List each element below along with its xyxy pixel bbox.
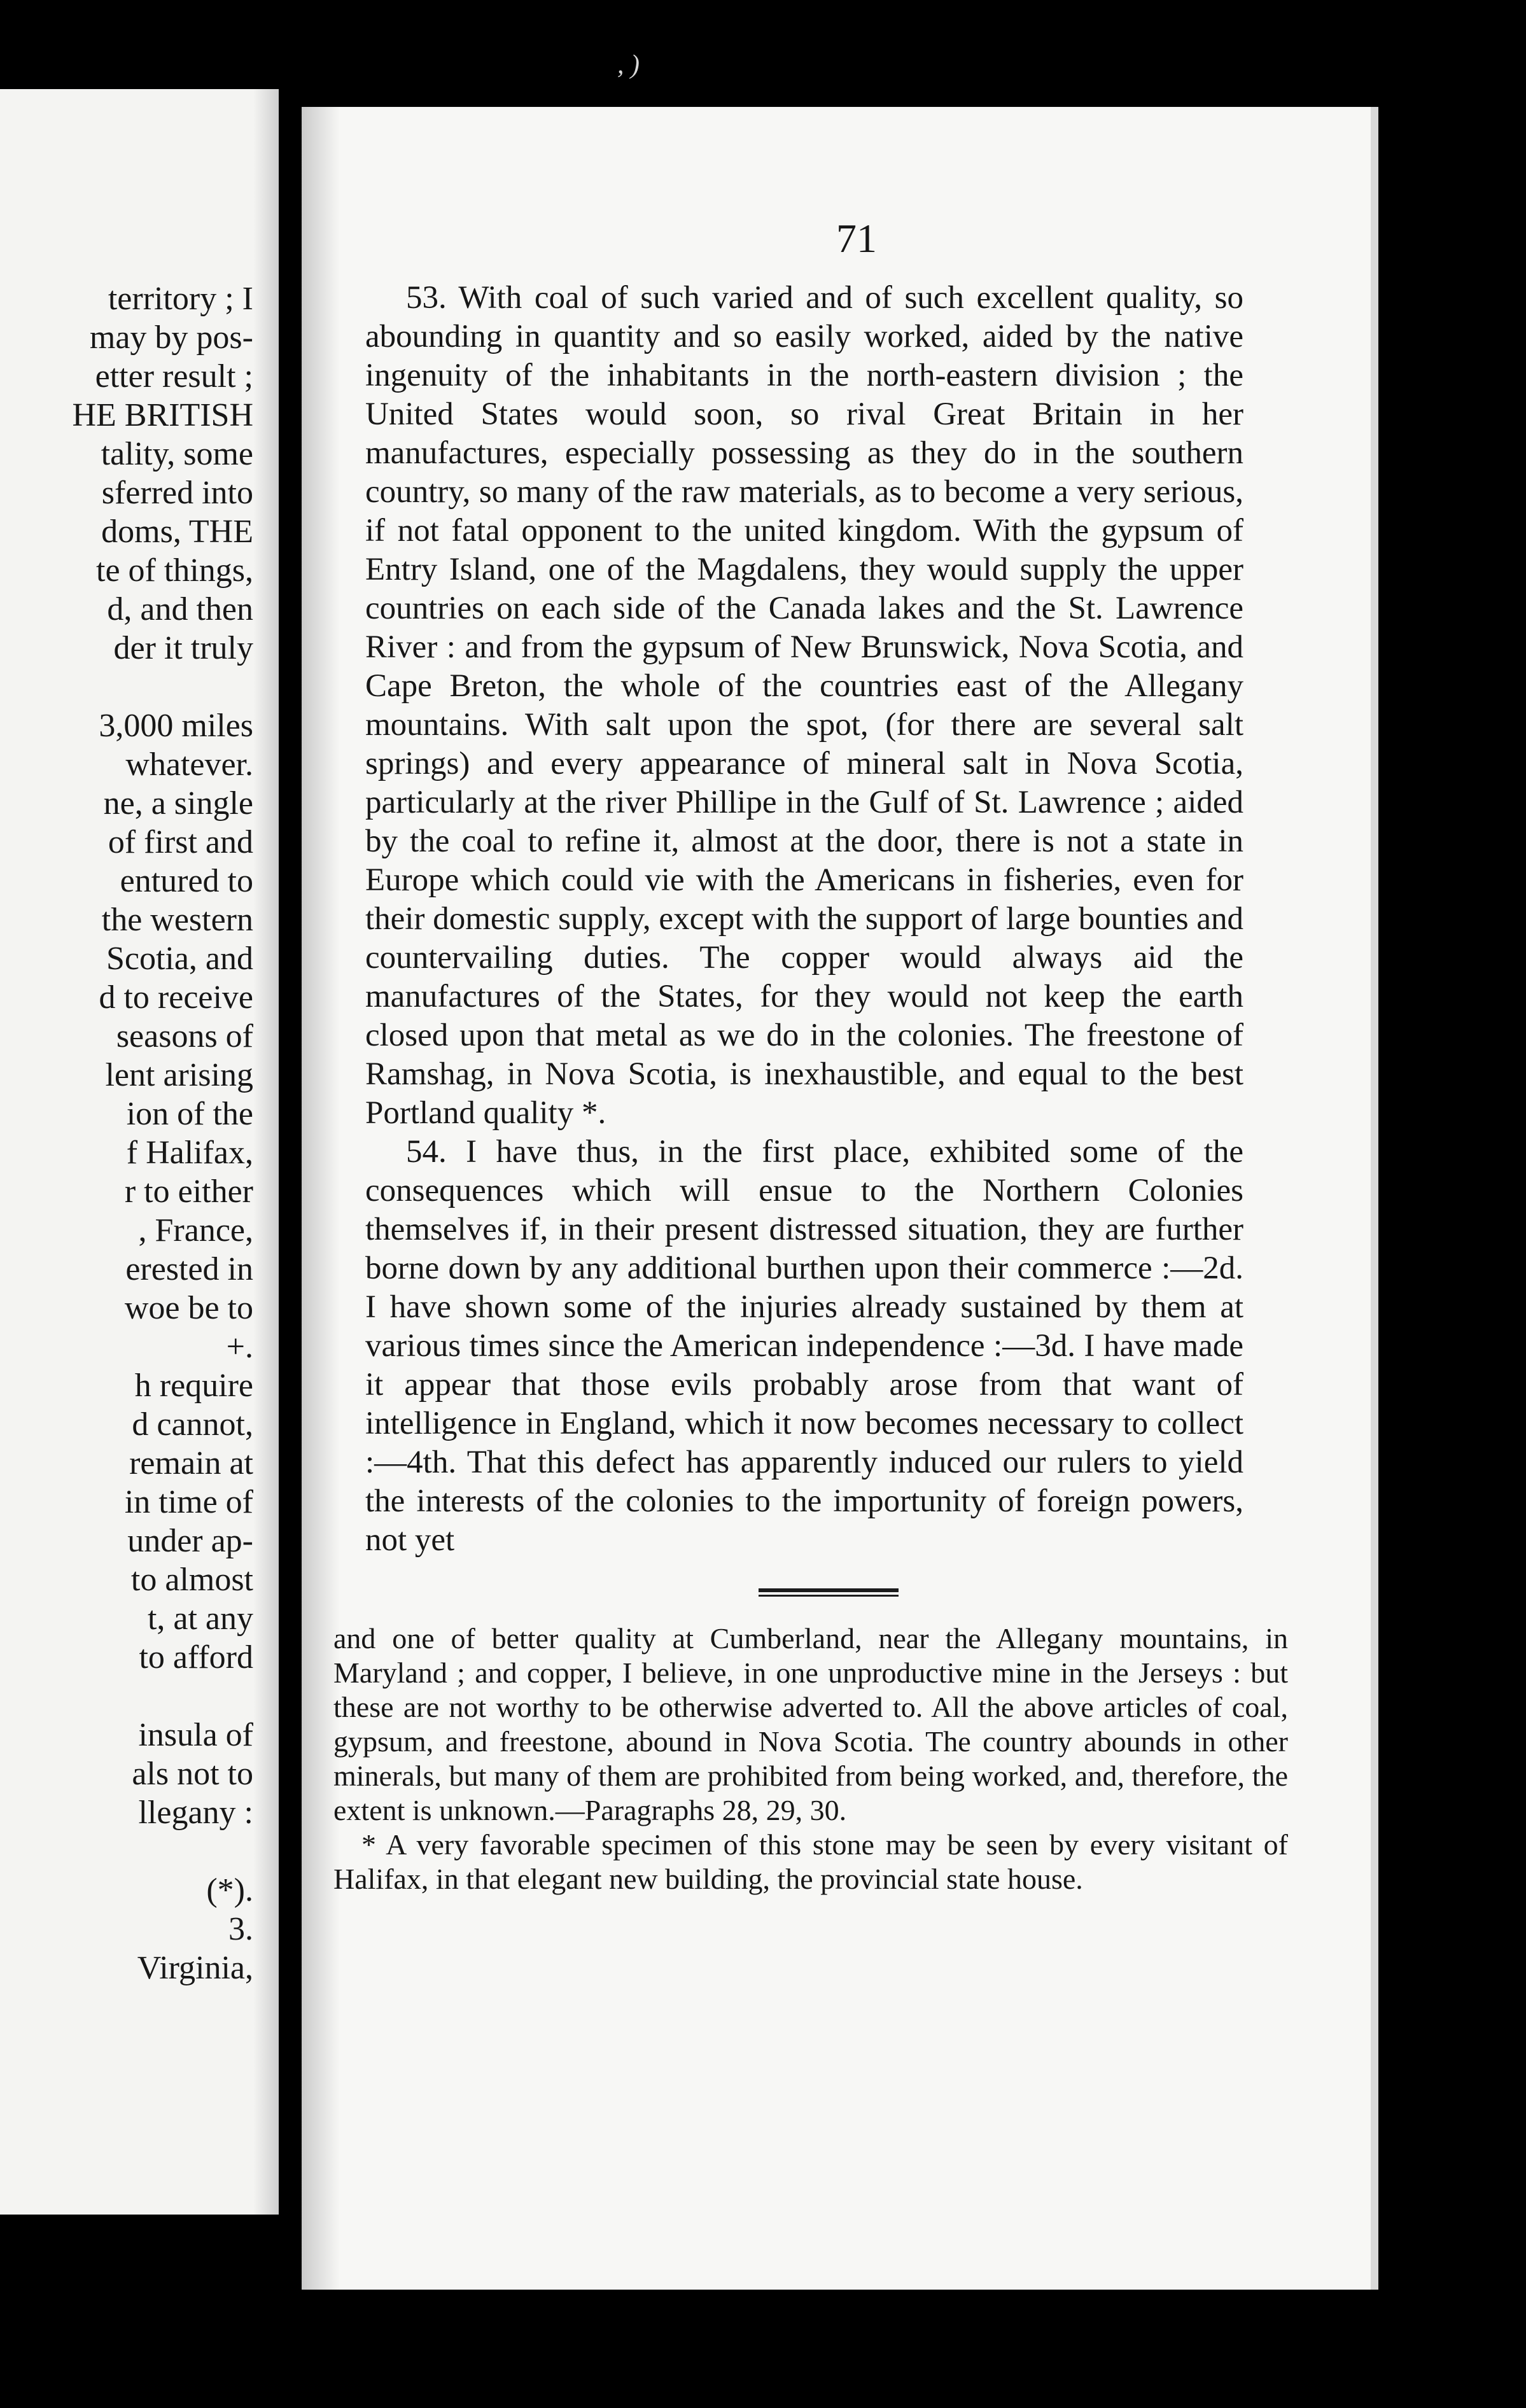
left-page-line: d, and then bbox=[107, 591, 253, 627]
left-page-line: ion of the bbox=[126, 1096, 253, 1132]
right-page-gutter-shadow bbox=[302, 107, 340, 2290]
left-page-line: to afford bbox=[139, 1639, 253, 1676]
left-page-line: 3,000 miles bbox=[99, 708, 253, 744]
left-page-line: te of things, bbox=[96, 552, 253, 589]
paragraph-54: 54. I have thus, in the first place, exhibited some of the consequences which will ensue to the Northern Colonies themselves if, in their present distressed situation, they are further borne down by any additional burthen upon their commerce :—2d. I have shown some of the injuries already sustained by them at various times since the American independence :—3d. I have made it appear that those evils probably arose from that want of intelligence in England, which it now becomes necessary to collect :—4th. That this defect has apparently induced our rulers to yield the interests of the colonies to the importunity of foreign powers, not yet bbox=[365, 1134, 1243, 1558]
left-page-line: insula of bbox=[138, 1717, 253, 1753]
separator-thick-line bbox=[759, 1588, 899, 1592]
left-page-line: , France, bbox=[138, 1212, 253, 1249]
left-page-line: seasons of bbox=[116, 1018, 253, 1054]
right-page-edge bbox=[1371, 107, 1378, 2290]
left-page-line: lent arising bbox=[105, 1057, 253, 1093]
left-page-line: under ap- bbox=[127, 1523, 253, 1559]
paragraph-53: 53. With coal of such varied and of such excellent quality, so abounding in quantity and so easily worked, aided by the native ingenuity of the inhabitants in the north-eastern division ; the United States would soon, so rival Great Britain in her manufactures, especially possessing as they do in the southern country, so many of the raw materials, as to become a very serious, if not fatal opponent to the united kingdom. With the gypsum of Entry Island, one of the Magdalens, they would supply the upper countries on each side of the Canada lakes and the St. Lawrence River : and from the gypsum of New Brunswick, Nova Scotia, and Cape Breton, the whole of the countries east of the Allegany mountains. With salt upon the spot, (for there are several salt springs) and every appearance of mineral salt in Nova Scotia, particularly at the river Phillipe in the Gulf of St. Lawrence ; aided by the coal to refine it, almost at the door, there is not a state in Europe which could vie with the Americans in fisheries, even for their domestic supply, except with the support of large bounties and countervailing duties. The copper would always aid the manufactures of the States, for they would not keep the earth closed upon that metal as we do in the colonies. The freestone of Ramshag, in Nova Scotia, is inexhaustible, and equal to the best Portland quality *. bbox=[365, 280, 1243, 1131]
left-page-line: whatever. bbox=[125, 746, 253, 783]
left-page-line: t, at any bbox=[147, 1600, 253, 1637]
left-page-line: ne, a single bbox=[103, 785, 253, 822]
left-page-line: d to receive bbox=[99, 979, 253, 1016]
left-page-line: der it truly bbox=[113, 630, 253, 666]
separator-thin-line bbox=[759, 1595, 899, 1597]
left-page-line: in time of bbox=[124, 1484, 253, 1520]
footnote-separator-rule bbox=[759, 1588, 899, 1597]
left-page-line: als not to bbox=[132, 1756, 253, 1792]
left-page-line: etter result ; bbox=[95, 358, 253, 395]
left-page-line: f Halifax, bbox=[126, 1135, 253, 1171]
left-page-line: remain at bbox=[129, 1445, 253, 1481]
main-text-body bbox=[365, 279, 1243, 1560]
left-page-line: of first and bbox=[108, 824, 253, 860]
left-page-line: d cannot, bbox=[132, 1406, 253, 1443]
left-page-line: h require bbox=[134, 1368, 253, 1404]
left-page-line: the western bbox=[101, 902, 253, 938]
left-page-line: territory ; I bbox=[108, 281, 253, 317]
left-page-line: sferred into bbox=[101, 475, 253, 511]
footnote-continued: and one of better quality at Cumberland, near the Allegany mountains, in Maryland ; and copper, I believe, in one unproductive mine in the Jerseys : but these are not worthy to be otherwise adverted to. All the above articles of coal, gypsum, and freestone, abound in Nova Scotia. The country abounds in other minerals, but many of them are prohibited from being worked, and, therefore, the extent is unknown.—Paragraphs 28, 29, 30. bbox=[333, 1622, 1288, 1826]
left-page-gutter-shadow bbox=[253, 89, 279, 2215]
left-page-line: Virginia, bbox=[137, 1950, 253, 1986]
left-page-line: Scotia, and bbox=[106, 941, 253, 977]
page-number: 71 bbox=[836, 216, 877, 261]
left-page-line: +. bbox=[226, 1329, 253, 1365]
left-page-line: woe be to bbox=[124, 1290, 253, 1326]
left-page-line: may by pos- bbox=[89, 319, 253, 356]
left-page-line: to almost bbox=[130, 1562, 253, 1598]
right-page bbox=[302, 107, 1371, 2290]
left-page-line: doms, THE bbox=[101, 514, 253, 550]
left-page-line: tality, some bbox=[101, 436, 253, 472]
footnote-asterisk: * A very favorable specimen of this stone may be seen by every visitant of Halifax, in that elegant new building, the provincial state house. bbox=[333, 1828, 1288, 1895]
left-page bbox=[0, 89, 279, 2215]
footnotes-block bbox=[333, 1621, 1288, 1896]
left-page-line: r to either bbox=[124, 1173, 253, 1210]
stray-ink-mark: , ) bbox=[617, 50, 640, 80]
left-page-line: entured to bbox=[120, 863, 253, 899]
left-page-line: 3. bbox=[228, 1911, 253, 1947]
left-page-line: llegany : bbox=[138, 1795, 253, 1831]
left-page-line: (*). bbox=[206, 1872, 253, 1908]
left-page-line: HE BRITISH bbox=[72, 397, 253, 433]
left-page-line: erested in bbox=[125, 1251, 253, 1287]
